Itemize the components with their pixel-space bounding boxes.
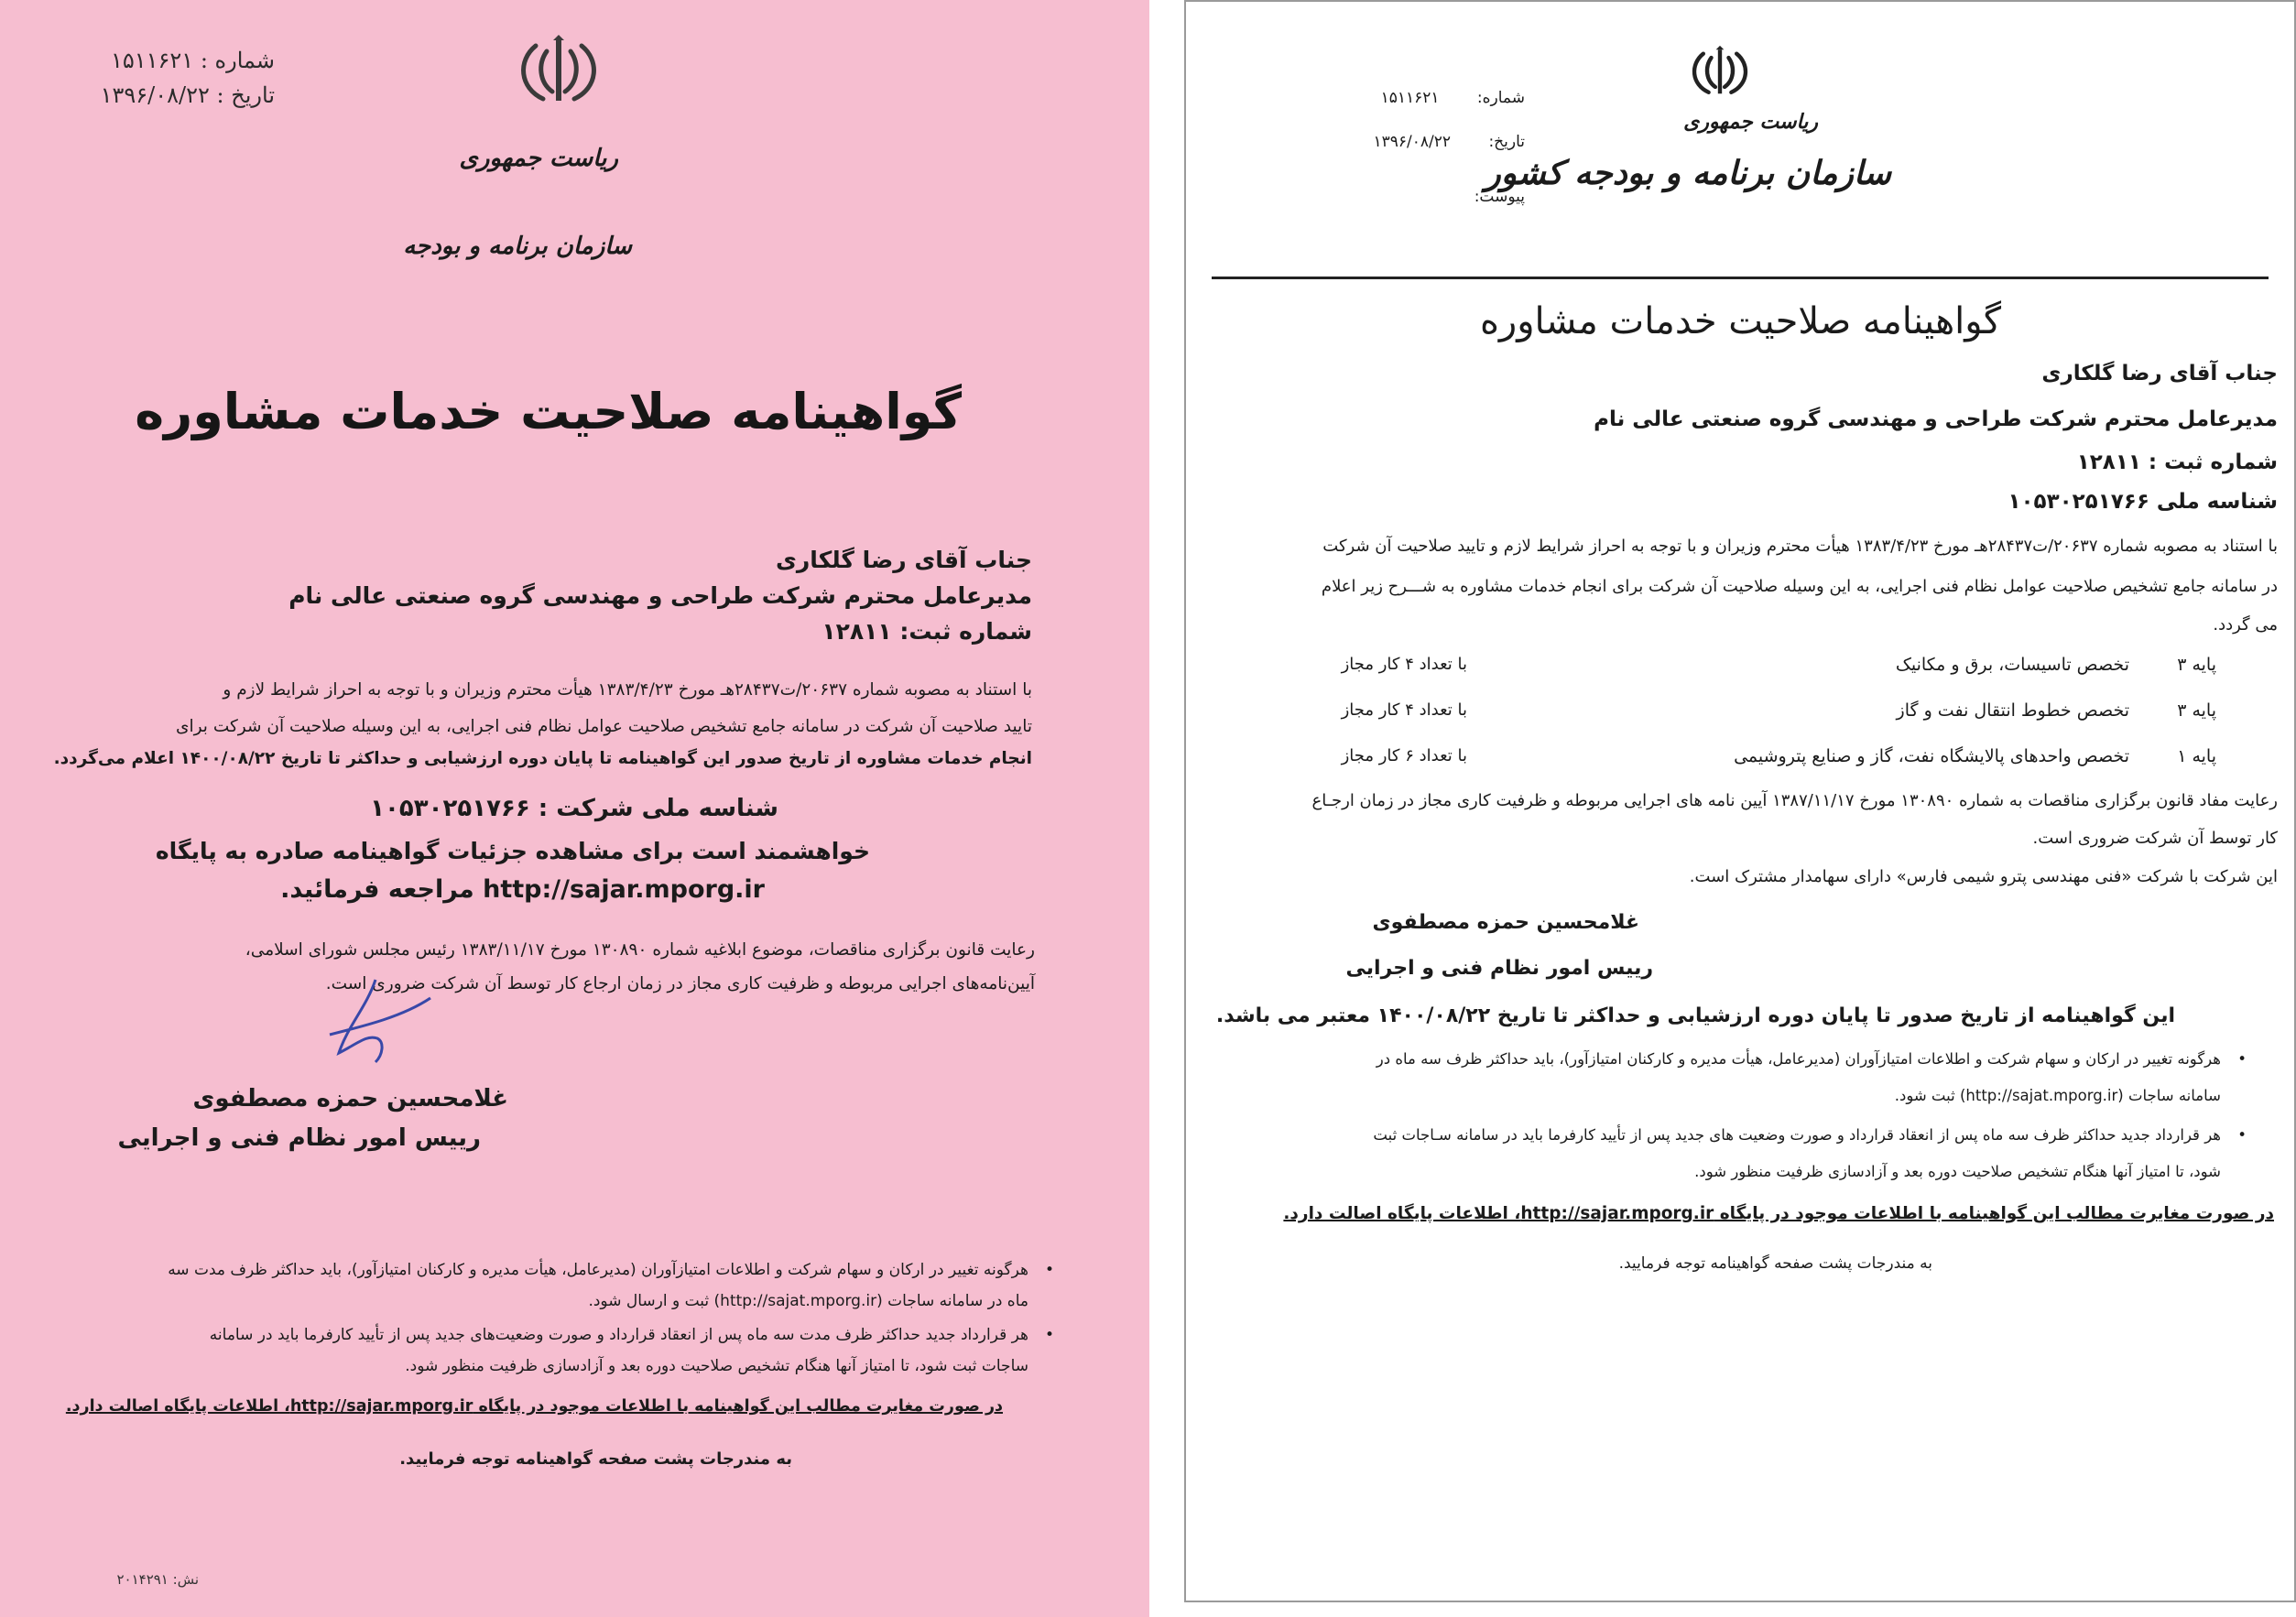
note-line: • هر قرارداد جدید حداکثر ظرف مدت سه ماه پس از انعقاد قرارداد و صورت وضعیت‌های جدید پس از تأیید کارفرما باید در سامانه: [210, 1326, 1028, 1344]
law-line: آیین‌نامه‌های اجرایی مربوطه و ظرفیت کاری مجاز در زمان ارجاع کار توسط آن شرکت ضروری است.: [325, 974, 1035, 993]
national-id: شناسه ملی شرکت : ۱۰۵۳۰۲۵۱۷۶۶: [370, 795, 778, 822]
grade-base: پایه ۳: [2177, 655, 2216, 675]
registration-number: شماره ثبت : ۱۲۸۱۱: [2076, 450, 2278, 474]
warning-line: در صورت مغایرت مطالب این گواهینامه با اطلاعات موجود در پایگاه http://sajar.mporg.ir، اطلاعات پایگاه اصالت دارد.: [65, 1397, 1003, 1416]
note-line: • هرگونه تغییر در ارکان و سهام شرکت و اطلاعات امتیازآوران (مدیرعامل، هیأت مدیره و کارکنان امتیازآور)، باید حداکثر ظرف سه ماه در: [1377, 1050, 2221, 1068]
body-line: با استناد به مصوبه شماره ۲۰۶۳۷/ت۲۸۴۳۷هـ مورخ ۱۳۸۳/۴/۲۳ هیأت محترم وزیران و با توجه به احراز شرایط لازم و: [223, 680, 1032, 700]
request-end: مراجعه فرمائید.: [280, 875, 474, 904]
header-divider: [1212, 277, 2269, 279]
sajar-link[interactable]: http://sajar.mporg.ir: [483, 875, 765, 904]
national-id: شناسه ملی ۱۰۵۳۰۲۵۱۷۶۶: [2008, 490, 2278, 514]
grade-count: با تعداد ۴ کار مجاز: [1341, 655, 1467, 674]
request-line: خواهشمند است برای مشاهده جزئیات گواهینامه صادره به پایگاه: [155, 838, 870, 864]
number-label: شماره:: [1476, 89, 1525, 107]
body-line: در سامانه جامع تشخیص صلاحیت عوامل نظام فنی اجرایی، به این وسیله صلاحیت آن شرکت برای انجام خدمات مشاوره به شـــرح زیر اعلام: [1321, 577, 2278, 596]
body-line: با استناد به مصوبه شماره ۲۰۶۳۷/ت۲۸۴۳۷هـ مورخ ۱۳۸۳/۴/۲۳ هیأت محترم وزیران و با توجه به احراز شرایط لازم و تایید صلاحیت آن شرکت: [1322, 537, 2278, 556]
note-line: شود، تا امتیاز آنها هنگام تشخیص صلاحیت دوره بعد و آزادسازی ظرفیت منظور شود.: [1694, 1163, 2221, 1180]
note-line: ساجات ثبت شود، تا امتیاز آنها هنگام تشخیص صلاحیت دوره بعد و آزادسازی ظرفیت منظور شود.: [405, 1357, 1028, 1375]
grade-count: با تعداد ۶ کار مجاز: [1341, 746, 1467, 765]
warning-line: در صورت مغایرت مطالب این گواهینامه با اطلاعات موجود در پایگاه http://sajar.mporg.ir، اطلاعات پایگاه اصالت دارد.: [1283, 1204, 2274, 1223]
page-title: گواهینامه صلاحیت خدمات مشاوره: [1479, 300, 2001, 342]
date-label: تاریخ :: [216, 82, 275, 108]
organization-label: سازمان برنامه و بودجه کشور: [1485, 154, 1891, 192]
grade-specialty: تخصص تاسیسات، برق و مکانیک: [1895, 655, 2129, 675]
position-line: مدیرعامل محترم شرکت طراحی و مهندسی گروه صنعتی عالی نام: [288, 582, 1032, 609]
organization-label: سازمان برنامه و بودجه: [403, 233, 632, 260]
number-label: شماره :: [200, 48, 275, 73]
number-value: ۱۵۱۱۶۲۱: [110, 48, 194, 73]
signer-title: رییس امور نظام فنی و اجرایی: [117, 1124, 481, 1152]
signature-mark: [311, 971, 440, 1080]
back-note: به مندرجات پشت صفحه گواهینامه توجه فرمایید.: [1618, 1254, 1932, 1273]
number-value: ۱۵۱۱۶۲۱: [1380, 89, 1440, 107]
body-line: تایید صلاحیت آن شرکت در سامانه جامع تشخیص صلاحیت عوامل نظام فنی اجرایی، به این وسیله صلاحیت آن شرکت برای: [175, 717, 1032, 736]
addressee: جناب آقای رضا گلکاری: [2041, 362, 2278, 385]
addressee: جناب آقای رضا گلکاری: [776, 547, 1032, 573]
page-title: گواهینامه صلاحیت خدمات مشاوره: [135, 383, 962, 440]
law-line: رعایت قانون برگزاری مناقصات، موضوع ابلاغیه شماره ۱۳۰۸۹۰ مورخ ۱۳۸۳/۱۱/۱۷ رئیس مجلس شورای اسلامی،: [245, 940, 1035, 960]
iran-emblem-icon: [508, 35, 609, 108]
body-line: می گردد.: [2213, 615, 2278, 635]
note-line: • هر قرارداد جدید حداکثر ظرف سه ماه پس از انعقاد قرارداد و صورت وضعیت های جدید پس از تأیید کارفرما باید در سامانه سـاجات ثبت: [1373, 1126, 2221, 1144]
signer-name: غلامحسین حمزه مصطفوی: [1372, 911, 1639, 934]
print-number: نش: ۲۰۱۴۲۹۱: [116, 1571, 199, 1588]
attachment-label: پیوست:: [1474, 188, 1525, 206]
back-note: به مندرجات پشت صفحه گواهینامه توجه فرمایید.: [399, 1449, 792, 1469]
share-note: این شرکت با شرکت «فنی مهندسی پترو شیمی فارس» دارای سهامدار مشترک است.: [1689, 867, 2278, 886]
signer-title: رییس امور نظام فنی و اجرایی: [1345, 957, 1653, 980]
validity-line: این گواهینامه از تاریخ صدور تا پایان دوره ارزشیابی و حداکثر تا تاریخ ۱۴۰۰/۰۸/۲۲ معتبر می باشد.: [1215, 1004, 2175, 1027]
grade-base: پایه ۱: [2177, 746, 2216, 766]
note-line: • هرگونه تغییر در ارکان و سهام شرکت و اطلاعات امتیازآوران (مدیرعامل، هیأت مدیره و کارکنان امتیازآور)، باید حداکثر ظرف مدت سه: [168, 1261, 1028, 1279]
position-line: مدیرعامل محترم شرکت طراحی و مهندسی گروه صنعتی عالی نام: [1594, 407, 2278, 431]
signer-name: غلامحسین حمزه مصطفوی: [192, 1085, 508, 1112]
date-label: تاریخ:: [1488, 133, 1525, 151]
date-value: ۱۳۹۶/۰۸/۲۲: [100, 82, 210, 108]
note-line: سامانه ساجات (http://sajat.mporg.ir) ثبت شود.: [1894, 1087, 2221, 1104]
law-line: رعایت مفاد قانون برگزاری مناقصات به شماره ۱۳۰۸۹۰ مورخ ۱۳۸۷/۱۱/۱۷ آیین نامه های اجرایی مربوطه و ظرفیت کاری مجاز در زمان ارجـاع: [1311, 791, 2278, 810]
presidency-label: ریاست جمهوری: [1683, 110, 1818, 134]
iran-emblem-icon: [1683, 40, 1757, 104]
body-line: انجام خدمات مشاوره از تاریخ صدور این گواهینامه تا پایان دوره ارزشیابی و حداکثر تا تاریخ ۱۴۰۰/۰۸/۲۲ اعلام می‌گردد.: [53, 749, 1032, 768]
registration-number: شماره ثبت: ۱۲۸۱۱: [822, 618, 1032, 645]
date-value: ۱۳۹۶/۰۸/۲۲: [1373, 133, 1452, 151]
grade-specialty: تخصص خطوط انتقال نفت و گاز: [1896, 700, 2129, 721]
white-certificate-page: [1184, 0, 2296, 1602]
law-line: کار توسط آن شرکت ضروری است.: [2032, 829, 2278, 848]
grade-specialty: تخصص واحدهای پالایشگاه نفت، گاز و صنایع پتروشیمی: [1734, 746, 2129, 766]
grade-base: پایه ۳: [2177, 700, 2216, 721]
note-line: ماه در سامانه ساجات (http://sajat.mporg.ir) ثبت و ارسال شود.: [588, 1292, 1028, 1310]
presidency-label: ریاست جمهوری: [459, 145, 618, 172]
grade-count: با تعداد ۴ کار مجاز: [1341, 700, 1467, 720]
